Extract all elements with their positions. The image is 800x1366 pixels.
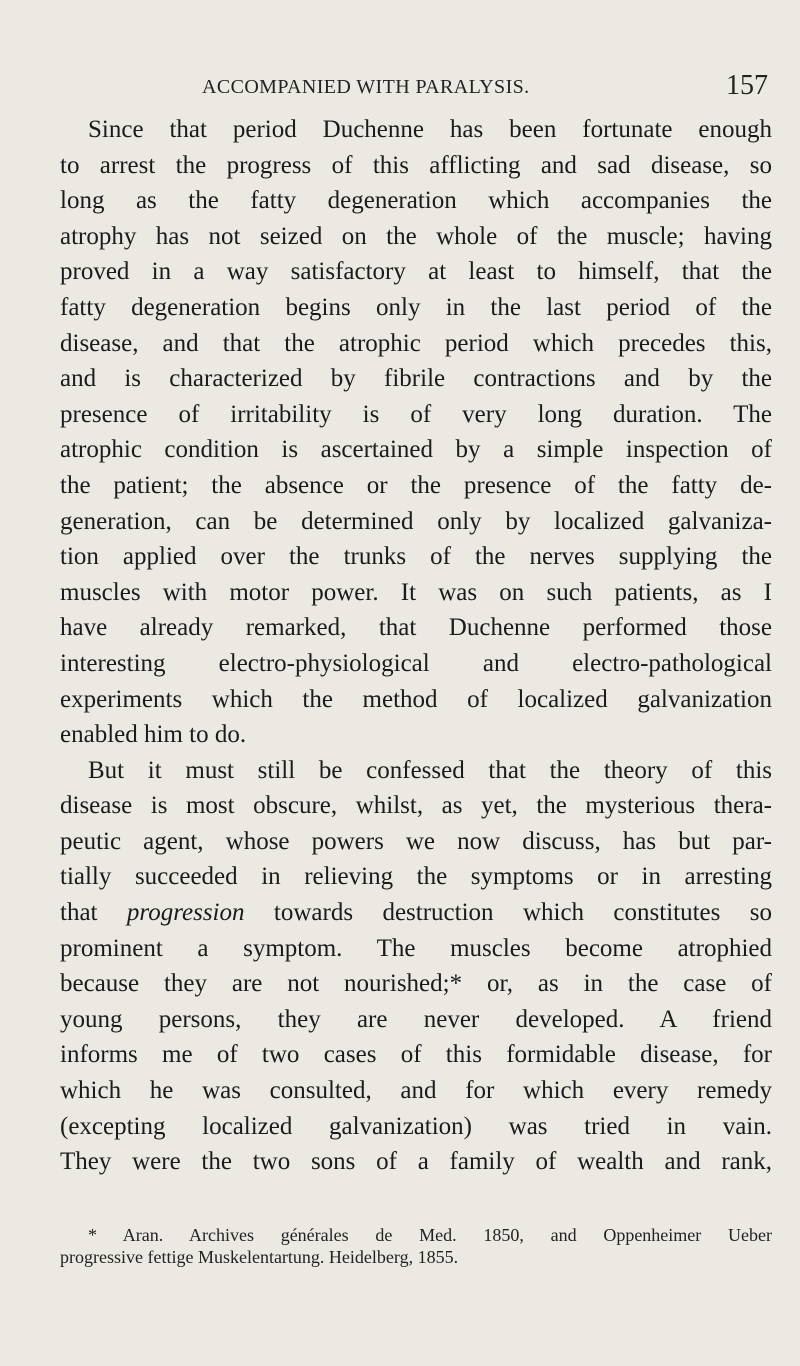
text-line-with-emphasis: [60, 895, 772, 931]
footnote: [60, 1224, 772, 1268]
text-line: They were the two sons of a family of wealth and rank,: [60, 1148, 772, 1176]
body-text: [60, 112, 772, 1180]
text-line: disease, and that the atrophic period which precedes this,: [60, 329, 772, 357]
text-line: tion applied over the trunks of the nerves supplying the: [60, 543, 772, 571]
running-title: ACCOMPANIED WITH PARALYSIS.: [202, 76, 530, 98]
text-line: informs me of two cases of this formidable disease, for: [60, 1041, 772, 1069]
text-line: young persons, they are never developed. A friend: [60, 1005, 772, 1033]
text-line: experiments which the method of localized galvanization: [60, 685, 772, 713]
text-line: peutic agent, whose powers we now discuss, has but par-: [60, 827, 772, 855]
text-line: interesting electro-physiological and electro-pathological: [60, 649, 772, 677]
footnote-line: progressive fettige Muskelentartung. Heidelberg, 1855.: [60, 1247, 459, 1267]
text-line: and is characterized by fibrile contractions and by the: [60, 365, 772, 393]
running-head: [60, 64, 776, 104]
text-line: presence of irritability is of very long duration. The: [60, 400, 772, 428]
text-line: fatty degeneration begins only in the last period of the: [60, 293, 772, 321]
text-line: enabled him to do.: [60, 721, 247, 749]
text-line: the patient; the absence or the presence of the fatty de-: [60, 471, 772, 499]
text-line: which he was consulted, and for which every remedy: [60, 1077, 772, 1105]
text-line: disease is most obscure, whilst, as yet, the mysterious thera-: [60, 792, 772, 820]
text-line: (excepting localized galvanization) was tried in vain.: [60, 1112, 772, 1140]
page-number: 157: [726, 70, 768, 101]
text-line: long as the fatty degeneration which accompanies the: [60, 187, 772, 215]
text-line: muscles with motor power. It was on such patients, as I: [60, 578, 772, 606]
footnote-line: * Aran. Archives générales de Med. 1850, and Oppenheimer Ueber: [88, 1225, 772, 1245]
text-line: because they are not nourished;* or, as in the case of: [60, 970, 772, 998]
line-remainder: towards destruction which constitutes so: [273, 899, 772, 927]
text-line: to arrest the progress of this afflicting and sad disease, so: [60, 151, 772, 179]
text-line: But it must still be confessed that the theory of this: [88, 756, 772, 784]
text-line: atrophy has not seized on the whole of the muscle; having: [60, 222, 772, 250]
text-line: Since that period Duchenne has been fortunate enough: [88, 116, 772, 143]
text-line: proved in a way satisfactory at least to himself, that the: [60, 258, 772, 286]
text-line: generation, can be determined only by localized galvaniza-: [60, 507, 772, 535]
text-line: atrophic condition is ascertained by a simple inspection of: [60, 436, 772, 464]
text-line: tially succeeded in relieving the symptoms or in arresting: [60, 863, 772, 891]
line-prefix: that: [60, 899, 127, 927]
text-line: have already remarked, that Duchenne performed those: [60, 614, 772, 642]
emphasized-word: progression: [126, 899, 245, 927]
text-line: prominent a symptom. The muscles become atrophied: [60, 934, 772, 962]
